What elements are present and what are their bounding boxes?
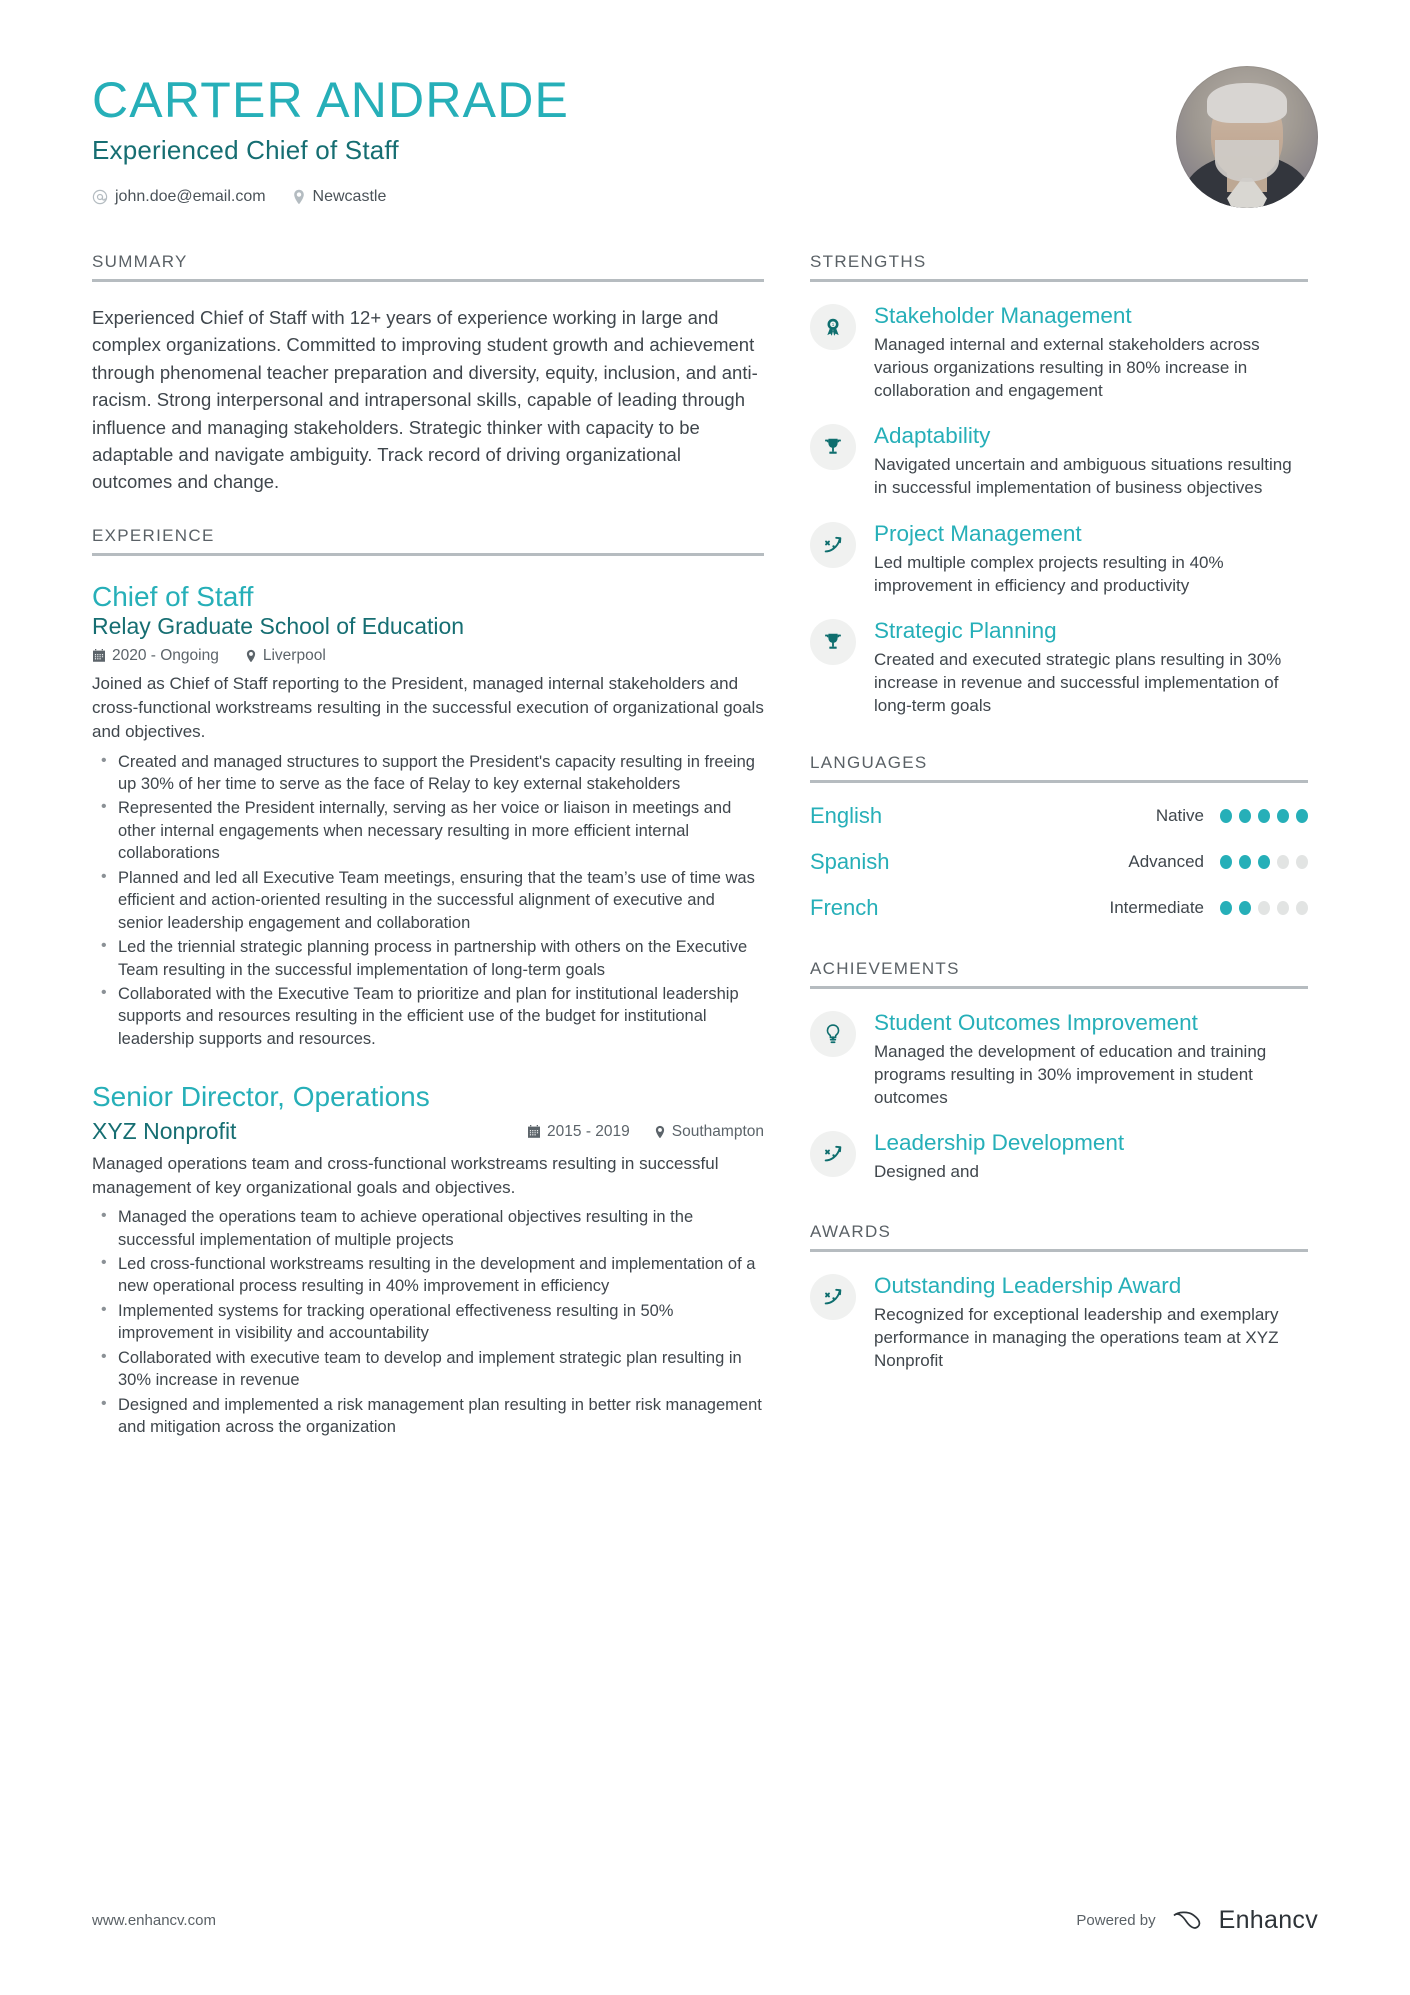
brand-name: Enhancv [1218,1906,1318,1934]
rating-dot [1258,855,1270,869]
languages-section-title: LANGUAGES [810,753,928,773]
rocket-icon [810,1131,856,1177]
achievement-body [874,1009,1308,1109]
strength-title: Strategic Planning [874,617,1057,643]
strength-title: Adaptability [874,423,991,449]
achievement-title: Student Outcomes Improvement [874,1010,1198,1036]
svg-text:1: 1 [831,322,835,328]
list-item: • Planned and led all Executive Team meetings, ensuring that the team’s use of time was efficient and action-oriented resulting in the successful alignment of executive and senior leadership engagement and collaboration [92,867,764,934]
rocket-icon [810,522,856,568]
list-item: • Collaborated with the Executive Team to prioritize and plan for institutional leadership supports and resources resulting in the efficient use of the budget for institutional leadership supports and resources. [92,983,764,1050]
contact-email-text: john.doe@email.com [115,187,266,205]
job-title: Chief of Staff [92,580,254,612]
rating-dot [1220,901,1232,915]
resume-header [92,62,1318,208]
trophy-icon [810,619,856,665]
job-role-subtitle: Experienced Chief of Staff [92,134,399,165]
language-level: Advanced [1128,852,1204,872]
rating-dot [1277,901,1289,915]
language-rating [1220,809,1308,823]
job-dates-text: 2020 - Ongoing [112,647,219,665]
strength-description: Managed internal and external stakeholders across various organizations resulting in 80% increase in collaboration and engagement [874,335,1260,401]
page-title: CARTER ANDRADE [92,72,570,128]
job-location [654,1123,764,1141]
award-ribbon-icon [810,304,856,350]
list-item: • Created and managed structures to support the President's capacity resulting in freeing up 30% of her time to serve as the face of Relay to key external stakeholders [92,751,764,796]
strength-item [810,520,1308,597]
section-divider [810,986,1308,989]
list-item: • Managed the operations team to achieve operational objectives resulting in the successful implementation of multiple projects [92,1206,764,1251]
awards-section-title: AWARDS [810,1221,892,1241]
footer-url[interactable]: www.enhancv.com [92,1912,216,1929]
calendar-icon [527,1125,541,1139]
avatar-beard [1215,140,1279,182]
strength-body [874,617,1308,717]
contact-location-text: Newcastle [312,187,387,205]
rating-dot [1296,855,1308,869]
section-divider [810,780,1308,783]
right-column [810,252,1308,1469]
section-divider [810,279,1308,282]
brand-logo[interactable] [1170,1906,1318,1935]
strength-body [874,520,1308,597]
strength-description: Created and executed strategic plans resulting in 30% increase in revenue and successful implementation of long-term goals [874,649,1282,715]
contact-email[interactable] [92,188,266,206]
award-title: Outstanding Leadership Award [874,1272,1182,1298]
language-item [810,803,1308,829]
rocket-icon [810,1274,856,1320]
achievements-section-title: ACHIEVEMENTS [810,959,960,979]
job-location-text: Southampton [671,1122,764,1140]
language-item [810,849,1308,875]
list-item: • Represented the President internally, serving as her voice or liaison in meetings and other internal engagements when necessary resulting in more efficient internal collaborations [92,797,764,864]
powered-by-label: Powered by [1076,1912,1156,1929]
summary-text: Experienced Chief of Staff with 12+ years of experience working in large and complex organizations. Committed to improving student growth and achievement through phenomenal teacher preparation and diversity, equity, inclusion, and anti-racism. Strong interpersonal and intrapersonal skills, capable of leading through influence and managing stakeholders. Strategic thinker with capacity to be adaptable and navigate ambiguity. Track record of driving organizational outcomes and change. [92,307,758,493]
section-divider [92,553,764,556]
job-description: Joined as Chief of Staff reporting to the President, managed internal stakeholders and cross-functional workstreams resulting in the successful execution of organizational goals and objectives. [92,674,764,742]
achievement-description: Designed and [874,1162,979,1182]
language-name: Spanish [810,849,890,875]
powered-by [1076,1906,1318,1935]
rating-dot [1258,809,1270,823]
language-name: English [810,803,883,829]
rating-dot [1239,855,1251,869]
strength-title: Project Management [874,520,1082,546]
job-location [245,647,326,665]
experience-section-title: EXPERIENCE [92,525,215,545]
job-bullets [92,751,764,1051]
languages-section [810,753,1308,921]
strength-description: Navigated uncertain and ambiguous situations resulting in successful implementation of business objectives [874,455,1292,498]
language-rating [1220,855,1308,869]
list-item: • Collaborated with executive team to develop and implement strategic plan resulting in 30% increase in revenue [92,1347,764,1392]
strength-body [874,302,1308,402]
language-item [810,895,1308,921]
achievement-item [810,1129,1308,1183]
job-bullets [92,1206,764,1438]
job-dates [92,647,219,665]
strengths-section-title: STRENGTHS [810,252,927,271]
location-pin-icon [245,649,257,663]
resume-columns [92,252,1318,1469]
section-divider [92,279,764,282]
header-text-block [92,62,569,206]
job-description: Managed operations team and cross-functional workstreams resulting in successful management of key organizational goals and objectives. [92,1153,719,1197]
contact-location[interactable] [292,188,387,206]
rating-dot [1239,901,1251,915]
strength-item [810,302,1308,402]
awards-section [810,1222,1308,1372]
section-divider [810,1249,1308,1252]
lightbulb-icon [810,1011,856,1057]
strength-item [810,422,1308,499]
left-column [92,252,764,1469]
contact-row [92,188,569,206]
page-footer [92,1906,1318,1935]
achievement-title: Leadership Development [874,1130,1125,1156]
job-organization: Relay Graduate School of Education [92,613,465,640]
job-location-text: Liverpool [262,647,326,665]
job-meta [527,1123,764,1141]
job-meta [92,647,764,665]
strength-body [874,422,1308,499]
job-organization-row [92,1118,764,1145]
rating-dot [1220,855,1232,869]
avatar-hair [1207,83,1287,123]
award-body [874,1272,1308,1372]
language-level: Native [1155,806,1204,826]
rating-dot [1277,809,1289,823]
experience-section [92,526,764,1439]
achievement-item [810,1009,1308,1109]
avatar [1176,66,1318,208]
achievement-body [874,1129,1308,1183]
language-name: French [810,895,879,921]
summary-section [92,252,764,496]
location-pin-icon [292,189,306,205]
language-rating [1220,901,1308,915]
strength-title: Stakeholder Management [874,303,1132,328]
enhancv-logo-icon [1170,1908,1210,1934]
job-organization: XYZ Nonprofit [92,1117,237,1144]
list-item: • Implemented systems for tracking operational effectiveness resulting in 50% improvement in visibility and accountability [92,1300,764,1345]
rating-dot [1277,855,1289,869]
rating-dot [1239,809,1251,823]
list-item: • Led cross-functional workstreams resulting in the development and implementation of a new operational process resulting in 40% improvement in efficiency [92,1253,764,1298]
strength-description: Led multiple complex projects resulting in 40% improvement in efficiency and productivity [874,552,1224,595]
rating-dot [1296,901,1308,915]
calendar-icon [92,649,106,663]
award-item [810,1272,1308,1372]
award-description: Recognized for exceptional leadership and exemplary performance in managing the operations team at XYZ Nonprofit [874,1304,1279,1370]
at-icon [92,189,108,205]
rating-dot [1220,809,1232,823]
trophy-icon [810,424,856,470]
language-level: Intermediate [1109,898,1204,918]
summary-section-title: SUMMARY [92,252,188,271]
location-pin-icon [654,1125,666,1139]
job-dates [527,1123,630,1141]
rating-dot [1258,901,1270,915]
rating-dot [1296,809,1308,823]
job-title: Senior Director, Operations [92,1081,430,1113]
strength-item [810,617,1308,717]
job-dates-text: 2015 - 2019 [547,1122,630,1140]
achievements-section [810,959,1308,1183]
list-item: • Led the triennial strategic planning process in partnership with others on the Executive Team resulting in the successful implementation of long-term goals [92,936,764,981]
list-item: • Designed and implemented a risk management plan resulting in better risk management and mitigation across the organization [92,1394,764,1439]
experience-item [92,580,764,1051]
achievement-description: Managed the development of education and training programs resulting in 30% improvement in student outcomes [874,1042,1267,1108]
strengths-section [810,252,1308,717]
experience-item [92,1080,764,1438]
